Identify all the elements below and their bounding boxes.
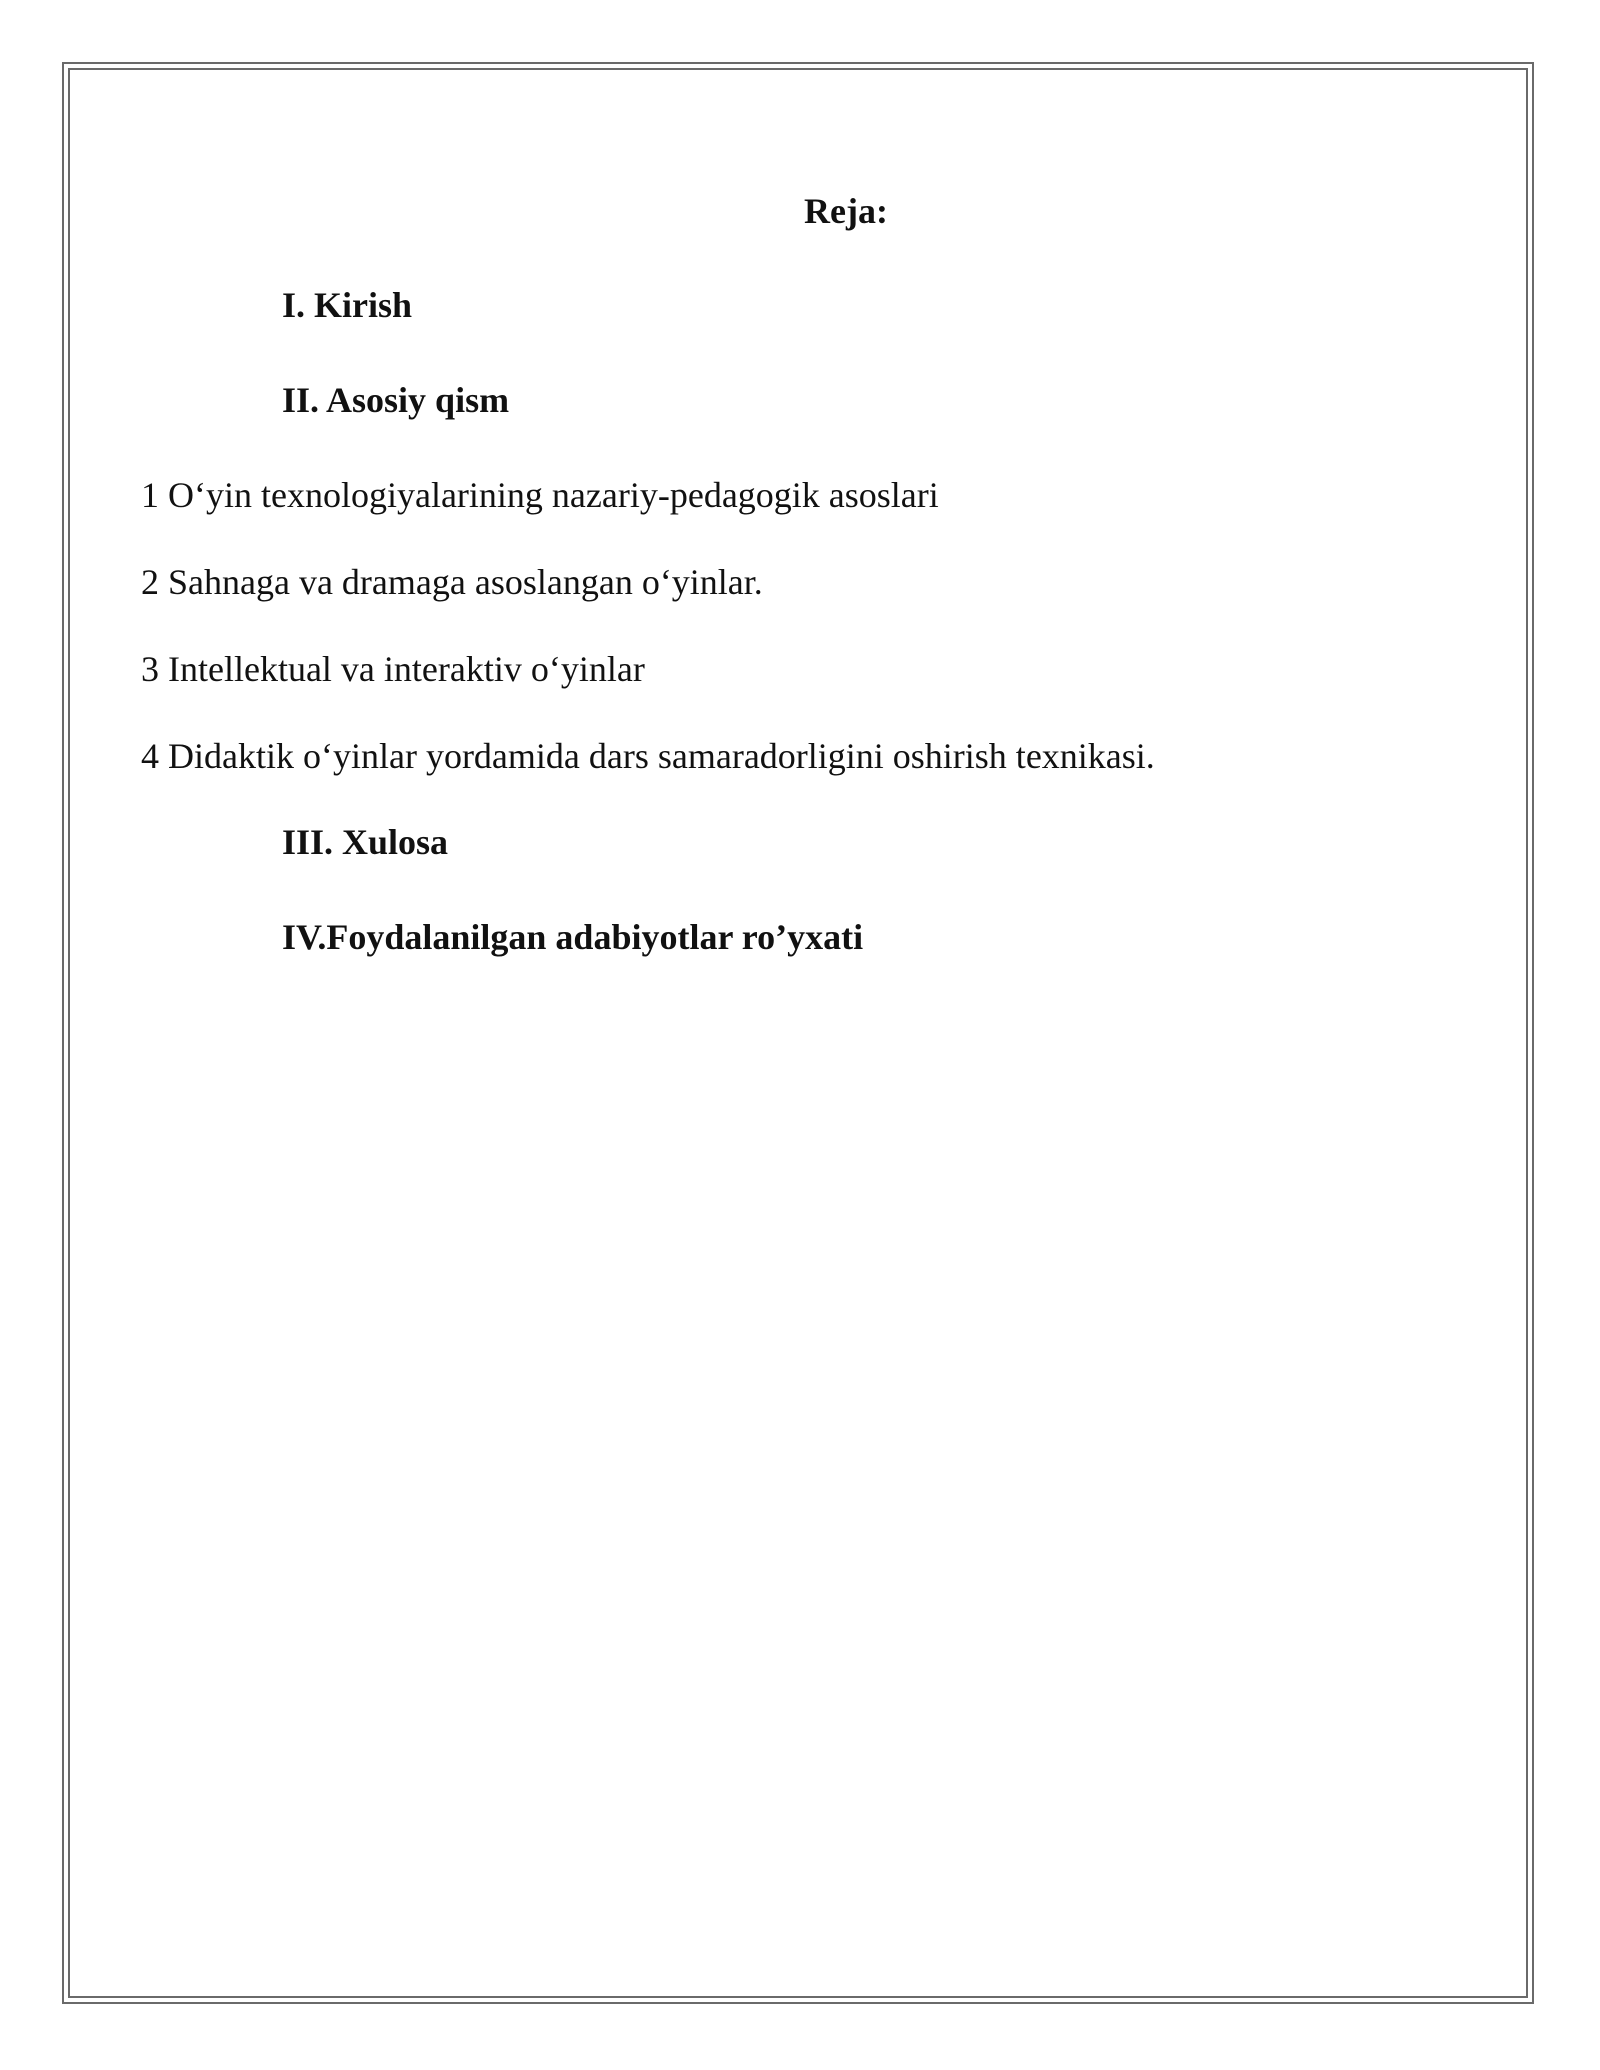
plan-item-4: 4 Didaktik o‘yinlar yordamida dars samaradorligini oshirish texnikasi. — [141, 736, 1155, 776]
plan-item-2: 2 Sahnaga va dramaga asoslangan o‘yinlar. — [141, 562, 763, 602]
page-border-inner — [68, 68, 1528, 1998]
plan-title: Reja: — [804, 191, 888, 231]
section-references: IV.Foydalanilgan adabiyotlar ro’yxati — [282, 917, 864, 957]
plan-item-1: 1 O‘yin texnologiyalarining nazariy-pedagogik asoslari — [141, 475, 939, 515]
section-main-part: II. Asosiy qism — [282, 380, 510, 420]
section-conclusion: III. Xulosa — [282, 822, 449, 862]
section-introduction: I. Kirish — [282, 285, 413, 325]
plan-item-3: 3 Intellektual va interaktiv o‘yinlar — [141, 649, 645, 689]
page-border — [62, 62, 1534, 2004]
